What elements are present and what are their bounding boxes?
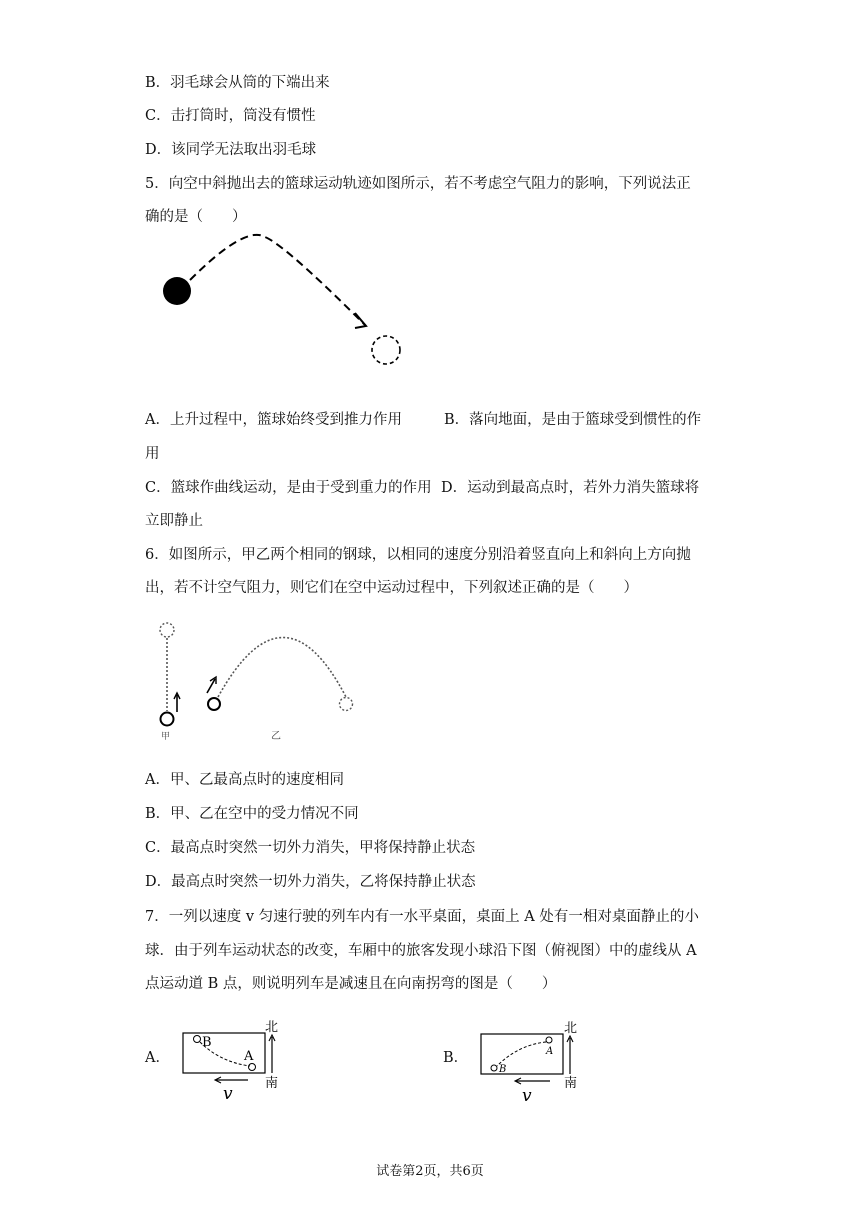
point-b-marker: [491, 1065, 497, 1071]
velocity-label: v: [223, 1084, 233, 1102]
q4-option-b: B．羽毛球会从筒的下端出来: [145, 75, 330, 91]
q6-option-c: C．最高点时突然一切外力消失，甲将保持静止状态: [145, 840, 476, 856]
q6-stem-line1: 6．如图所示，甲乙两个相同的钢球，以相同的速度分别沿着竖直向上和斜向上方向抛: [145, 547, 691, 563]
q6-option-a: A．甲、乙最高点时的速度相同: [145, 772, 344, 788]
q6-stem-line2: 出，若不计空气阻力，则它们在空中运动过程中，下列叙述正确的是（ ）: [145, 580, 638, 596]
ball-yi-start: [208, 698, 220, 710]
point-b-label: B: [499, 1064, 507, 1075]
velocity-label: v: [522, 1086, 532, 1106]
q6-option-b: B．甲、乙在空中的受力情况不同: [145, 806, 359, 822]
ball-jia-bottom: [161, 713, 174, 726]
q7-option-a-figure: [180, 1017, 285, 1102]
south-label: 南: [564, 1076, 578, 1091]
trajectory-arrow-icon: [355, 313, 366, 328]
yi-parabola-path: [218, 638, 346, 698]
q5-option-c: C．篮球作曲线运动，是由于受到重力的作用: [145, 480, 432, 496]
q5-option-d-line1: D．运动到最高点时，若外力消失篮球将: [441, 480, 700, 496]
ball-jia-top: [160, 623, 174, 637]
trajectory-path: [190, 235, 365, 325]
point-a-marker: [546, 1037, 552, 1043]
q5-option-a: A．上升过程中，篮球始终受到推力作用: [145, 412, 402, 428]
q7-option-a-label: A．: [145, 1050, 170, 1066]
steel-balls-figure: [150, 615, 365, 745]
q4-option-c: C．击打筒时，筒没有惯性: [145, 108, 316, 124]
q7-stem-line1: 7．一列以速度 v 匀速行驶的列车内有一水平桌面，桌面上 A 处有一相对桌面静止的小: [145, 909, 699, 925]
q6-option-d: D．最高点时突然一切外力消失，乙将保持静止状态: [145, 874, 476, 890]
q7-stem-line3: 点运动道 B 点，则说明列车是减速且在向南拐弯的图是（ ）: [145, 976, 557, 992]
south-label: 南: [265, 1076, 279, 1091]
basketball-start: [163, 277, 191, 305]
q7-stem-line2: 球．由于列车运动状态的改变，车厢中的旅客发现小球沿下图（俯视图）中的虚线从 A: [145, 943, 697, 959]
figure-label-jia: 甲: [161, 732, 171, 742]
point-a-label: A: [244, 1049, 254, 1064]
q5-stem-line2: 确的是（ ）: [145, 209, 247, 225]
q7-option-b-label: B．: [443, 1050, 469, 1066]
north-label: 北: [265, 1020, 279, 1035]
ball-path: [497, 1042, 546, 1066]
q4-option-d: D．该同学无法取出羽毛球: [145, 142, 317, 158]
basketball-end: [372, 336, 400, 364]
point-b-marker: [194, 1036, 201, 1043]
q7-option-b-figure: [478, 1017, 583, 1107]
point-a-label: A: [546, 1046, 554, 1057]
q5-option-d-line2: 立即静止: [145, 513, 203, 529]
q5-option-b-line1: B．落向地面，是由于篮球受到惯性的作: [444, 412, 702, 428]
page-footer: 试卷第2页，共6页: [376, 1164, 484, 1179]
q5-option-b-line2: 用: [145, 446, 160, 462]
north-label: 北: [564, 1021, 578, 1036]
point-b-label: B: [202, 1035, 212, 1050]
ball-yi-end: [340, 698, 353, 711]
figure-label-yi: 乙: [271, 731, 281, 742]
point-a-marker: [249, 1064, 256, 1071]
q5-stem-line1: 5．向空中斜抛出去的篮球运动轨迹如图所示，若不考虑空气阻力的影响，下列说法正: [145, 176, 691, 192]
basketball-trajectory-figure: [150, 225, 420, 375]
